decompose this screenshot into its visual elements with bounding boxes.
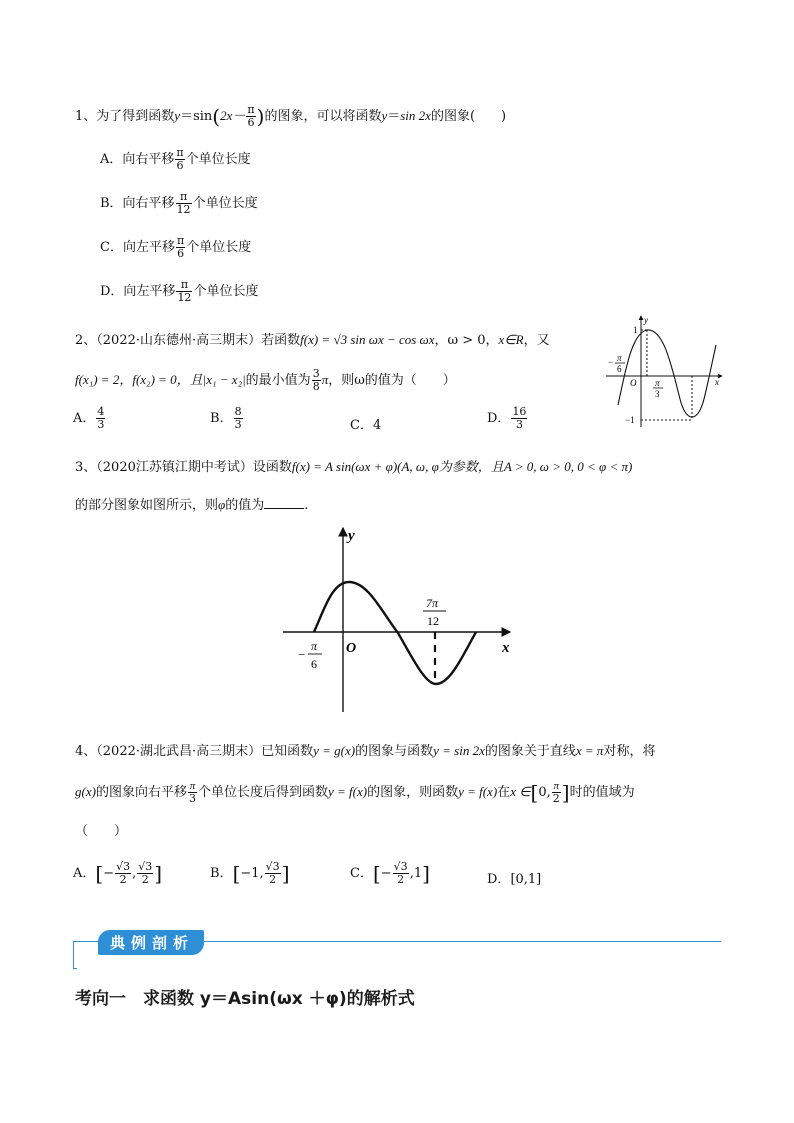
- q2-stem-line2: f(x₁) = 2，f(x₂) = 0，且|x₁ − x₂|的最小值为 $\frac{3}{8}$ π，则ω的值为（ ）: [75, 367, 456, 393]
- q1-option-c[interactable]: C．向左平移 $\frac{\pi}{6}$ 个单位长度: [100, 234, 252, 260]
- q3-right-den: 12: [427, 614, 439, 628]
- q1-option-d[interactable]: D．向左平移 $\frac{\pi}{12}$ 个单位长度: [100, 278, 259, 304]
- q2-option-a[interactable]: A． $\frac{4}{3}$: [73, 405, 105, 431]
- q2-option-d[interactable]: D． $\frac{16}{3}$: [487, 405, 527, 431]
- q2-right-num: π: [655, 378, 660, 388]
- q3-graph: [270, 522, 520, 714]
- q2-stem-line1: 2、（2022·山东德州·高三期末）若函数f(x) = √3 sin ωx − cos ωx，ω > 0，x∈R，又: [75, 332, 550, 348]
- q3-x-label: x: [502, 640, 510, 656]
- q2-neg-one-label: −1: [625, 415, 635, 425]
- q3-answer-blank[interactable]: [264, 508, 304, 509]
- q3-left-num: π: [311, 639, 318, 653]
- q1-option-b[interactable]: B．向右平移 $\frac{\pi}{12}$ 个单位长度: [100, 190, 258, 216]
- q4-option-c[interactable]: C．[− $\frac{√3}{2}$ ,1]: [350, 860, 430, 886]
- q2-left-sign: −: [608, 357, 614, 367]
- q2-y-label: y: [644, 315, 648, 325]
- q2-x-label: x: [715, 377, 719, 387]
- q3-stem-line2: 的部分图象如图所示，则φ的值为 .: [75, 497, 309, 513]
- q3-stem-line1: 3、（2020江苏镇江期中考试）设函数f(x) = A sin(ωx + φ)(A, ω, φ为参数，且A > 0, ω > 0, 0 < φ < π): [75, 459, 633, 475]
- q4-stem-line1: 4、（2022·湖北武昌·高三期末）已知函数y = g(x)的图象与函数y = sin 2x的图象关于直线x = π对称，将: [75, 743, 656, 759]
- q1-option-a[interactable]: A．向右平移 $\frac{\pi}{6}$ 个单位长度: [100, 146, 251, 172]
- q4-paren: （ ）: [75, 824, 128, 839]
- section-heading: 考向一 求函数 y＝Asin(ωx ＋φ)的解析式: [75, 989, 415, 1009]
- q4-option-a[interactable]: A．[− $\frac{√3}{2}$ , $\frac{√3}{2}$ ]: [73, 860, 163, 886]
- q1-stem: 1、为了得到函数y＝sin(2x－ $\frac{\pi}{6}$ )的图象，可以将函数y＝sin 2x的图象( ): [75, 103, 507, 129]
- q2-one-label: 1: [633, 325, 638, 335]
- q2-sine-curve: [618, 330, 716, 417]
- section-banner-corner-tick: [73, 968, 77, 969]
- q2-right-den: 3: [655, 389, 660, 399]
- q2-origin-label: O: [630, 378, 637, 388]
- q4-option-b[interactable]: B．[−1, $\frac{√3}{2}$ ]: [210, 860, 290, 886]
- q2-option-c[interactable]: C．4: [350, 418, 382, 433]
- section-banner-corner: [73, 941, 74, 969]
- section-tag: 典例剖析: [98, 930, 204, 955]
- q2-option-b[interactable]: B． $\frac{8}{3}$: [210, 405, 242, 431]
- q3-left-sign: −: [298, 647, 306, 662]
- q2-left-num: π: [617, 353, 622, 363]
- q4-stem-line2: g(x)的图象向右平移 $\frac{\pi}{3}$ 个单位长度后得到函数y = f(x)的图象，则函数y = f(x)在x ∈[0, $\frac{\pi}{2}$ ]时的值域为: [75, 780, 635, 805]
- q3-y-label: y: [348, 528, 355, 544]
- q2-graph: [604, 313, 724, 431]
- q4-option-d[interactable]: D．[0,1]: [487, 872, 542, 887]
- q3-sine-curve: [314, 582, 476, 684]
- q3-left-den: 6: [311, 657, 317, 671]
- q3-origin-label: O: [346, 641, 357, 656]
- q3-right-num: 7π: [426, 596, 439, 610]
- q2-left-den: 6: [617, 364, 622, 374]
